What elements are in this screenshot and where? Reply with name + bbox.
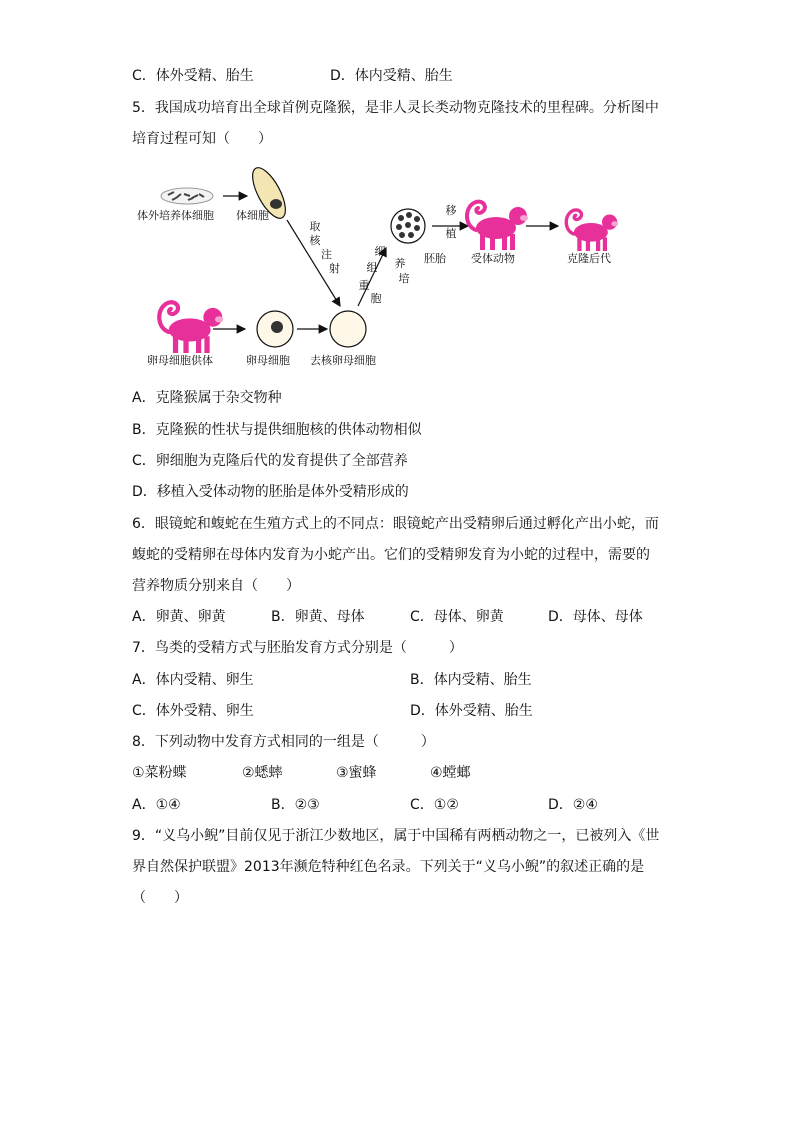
q6-stem-line2: 蝮蛇的受精卵在母体内发育为小蛇产出。它们的受精卵发育为小蛇的过程中，需要的 [132, 547, 650, 563]
q6-option-b: B．卵黄、母体 [271, 609, 365, 625]
q8-item-1: ①菜粉蝶 [132, 765, 187, 781]
q5-option-d: D．移植入受体动物的胚胎是体外受精形成的 [132, 484, 409, 500]
label-recombined-col1: 细 [374, 245, 386, 258]
q7-option-c: C．体外受精、卵生 [132, 703, 254, 719]
label-transplant-2: 植 [445, 227, 457, 240]
q7-option-b: B．体内受精、胎生 [410, 672, 532, 688]
label-recombined-col3: 重 [358, 279, 370, 292]
q8-item-3: ③蜜蜂 [336, 765, 377, 781]
q6-option-d: D．母体、母体 [548, 609, 643, 625]
culture-dish-icon [161, 188, 213, 204]
q7-option-a: A．体内受精、卵生 [132, 672, 254, 688]
label-culture-step: 养 [394, 257, 406, 270]
label-offspring: 克隆后代 [567, 252, 611, 265]
label-body-cell: 体细胞 [236, 209, 269, 222]
label-recombined-col2: 组 [366, 261, 378, 274]
q4-option-c: C．体外受精、胎生 [132, 68, 254, 84]
q9-stem-line1: 9．“义乌小鲵”目前仅见于浙江少数地区，属于中国稀有两栖动物之一，已被列入《世 [132, 828, 660, 844]
label-egg-donor: 卵母细胞供体 [147, 354, 213, 367]
q8-item-4: ④螳螂 [430, 765, 471, 781]
q4-option-d: D．体内受精、胎生 [330, 68, 453, 84]
label-embryo: 胚胎 [424, 252, 446, 265]
label-culture: 体外培养体细胞 [137, 209, 214, 222]
egg-cell-icon [257, 311, 293, 347]
q8-option-b: B．②③ [271, 797, 320, 813]
q6-option-a: A．卵黄、卵黄 [132, 609, 226, 625]
q9-stem-line2: 界自然保护联盟》2013年濒危特种红色名录。下列关于“义乌小鲵”的叙述正确的是 [132, 859, 645, 875]
egg-donor-monkey-icon [159, 302, 223, 353]
q5-option-b: B．克隆猴的性状与提供细胞核的供体动物相似 [132, 422, 422, 438]
label-egg: 卵母细胞 [246, 354, 290, 367]
q8-stem: 8．下列动物中发育方式相同的一组是（ ） [132, 734, 435, 750]
label-transplant: 移 [445, 204, 457, 217]
offspring-monkey-icon [566, 210, 618, 251]
recipient-monkey-icon [467, 202, 528, 250]
q5-stem-line2: 培育过程可知（ ） [132, 131, 272, 147]
q6-stem-line3: 营养物质分别来自（ ） [132, 578, 300, 594]
label-recipient: 受体动物 [471, 252, 515, 265]
q8-option-c: C．①② [410, 797, 459, 813]
q5-option-c: C．卵细胞为克隆后代的发育提供了全部营养 [132, 453, 408, 469]
q6-option-c: C．母体、卵黄 [410, 609, 504, 625]
label-take-nucleus: 取 核 注 射 [309, 220, 340, 275]
label-enucleated-egg: 去核卵母细胞 [310, 354, 376, 367]
q7-option-d: D．体外受精、胎生 [410, 703, 533, 719]
q5-stem-line1: 5．我国成功培育出全球首例克隆猴，是非人灵长类动物克隆技术的里程碑。分析图中 [132, 100, 659, 116]
label-culture-step-2: 培 [398, 272, 410, 285]
q7-stem: 7．鸟类的受精方式与胚胎发育方式分别是（ ） [132, 640, 463, 656]
q6-stem-line1: 6．眼镜蛇和蝮蛇在生殖方式上的不同点：眼镜蛇产出受精卵后通过孵化产出小蛇，而 [132, 516, 659, 532]
q9-stem-line3: （ ） [132, 890, 188, 906]
embryo-icon [391, 209, 425, 243]
q5-option-a: A．克隆猴属于杂交物种 [132, 390, 282, 406]
label-recombined-col4: 胞 [370, 292, 382, 305]
q8-option-a: A．①④ [132, 797, 181, 813]
enucleated-egg-icon [330, 311, 366, 347]
q8-item-2: ②蟋蟀 [242, 765, 283, 781]
q8-option-d: D．②④ [548, 797, 598, 813]
